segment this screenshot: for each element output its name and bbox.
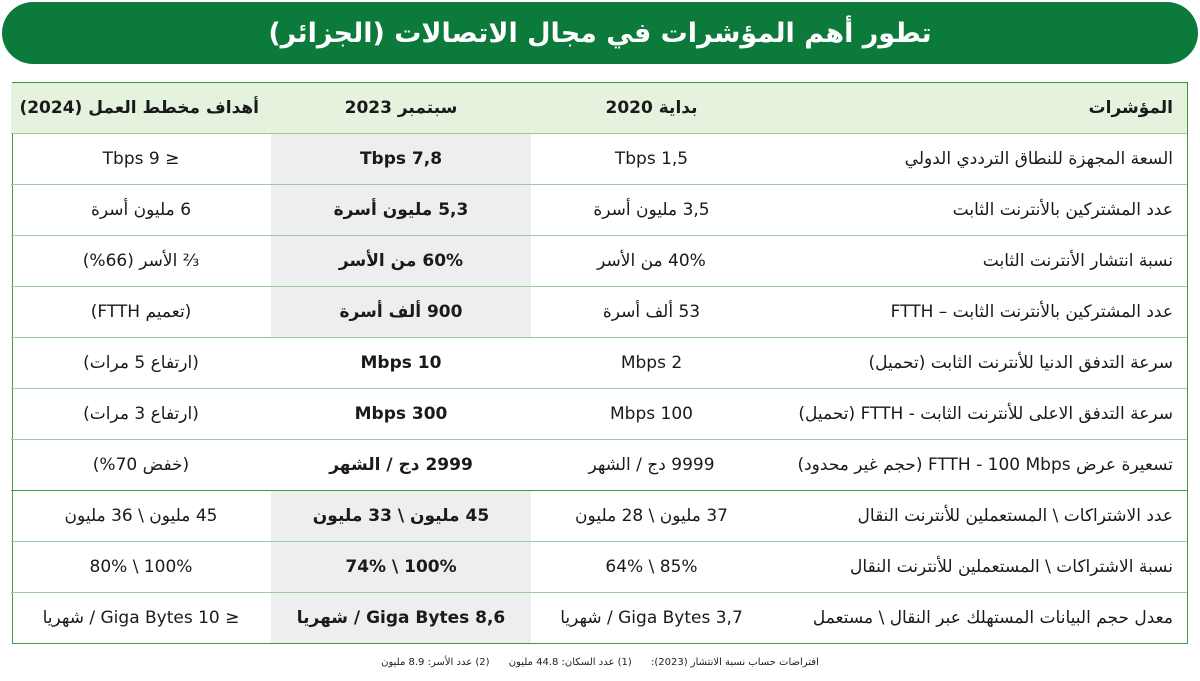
title-banner [2,2,1198,64]
cell-start-2020: 53 ألف أسرة [531,286,772,337]
footnote-population: (1) عدد السكان: 44.8 مليون [508,657,632,668]
cell-indicator: السعة المجهزة للنطاق الترددي الدولي [772,133,1187,184]
header-start-2020: بداية 2020 [605,97,698,118]
cell-indicator: عدد الاشتراكات \ المستعملين للأنترنت النقال [772,490,1187,541]
cell-sept-2023: 45 مليون \ 33 مليون [271,490,531,541]
table-row [11,490,1187,541]
cell-start-2020: 40% من الأسر [531,235,772,286]
table-row [11,337,1187,388]
cell-sept-2023: 5,3 مليون أسرة [271,184,531,235]
header-sept-2023: سبتمبر 2023 [344,97,458,118]
cell-indicator: نسبة انتشار الأنترنت الثابت [772,235,1187,286]
header-indicators: المؤشرات [1088,97,1173,118]
cell-sept-2023: 2999 دج / الشهر [271,439,531,490]
page-title: تطور أهم المؤشرات في مجال الاتصالات (الجزائر) [268,17,932,49]
table-header-row [11,83,1187,133]
footnote-intro: افتراضات حساب نسبة الانتشار (2023): [650,657,819,668]
cell-sept-2023: 60% من الأسر [271,235,531,286]
cell-sept-2023: Mbps 300 [271,388,531,439]
table-row [11,133,1187,184]
cell-targets-2024: ≤ Tbps 9 [11,133,271,184]
table-row [11,541,1187,592]
cell-targets-2024: (خفض 70%) [11,439,271,490]
cell-indicator: عدد المشتركين بالأنترنت الثابت [772,184,1187,235]
cell-sept-2023: Giga Bytes 8,6 / شهريا [271,592,531,643]
cell-targets-2024: 45 مليون \ 36 مليون [11,490,271,541]
cell-indicator: تسعيرة عرض FTTH - 100 Mbps (حجم غير محدود) [772,439,1187,490]
cell-targets-2024: ⅔ الأسر (66%) [11,235,271,286]
table-row [11,286,1187,337]
cell-start-2020: 9999 دج / الشهر [531,439,772,490]
cell-targets-2024: (ارتفاع 3 مرات) [11,388,271,439]
cell-sept-2023: Mbps 10 [271,337,531,388]
cell-targets-2024: 100% \ 80% [11,541,271,592]
table-row [11,592,1187,643]
table-row [11,235,1187,286]
cell-targets-2024: (ارتفاع 5 مرات) [11,337,271,388]
cell-sept-2023: Tbps 7,8 [271,133,531,184]
cell-start-2020: Giga Bytes 3,7 / شهريا [531,592,772,643]
cell-targets-2024: (تعميم FTTH) [11,286,271,337]
table-row [11,388,1187,439]
header-targets-2024: أهداف مخطط العمل (2024) [19,97,259,118]
cell-indicator: سرعة التدفق الاعلى للأنترنت الثابت - FTTH (تحميل) [772,388,1187,439]
indicators-table [11,83,1187,643]
cell-targets-2024: 6 مليون أسرة [11,184,271,235]
cell-sept-2023: 100% \ 74% [271,541,531,592]
cell-start-2020: Mbps 2 [531,337,772,388]
cell-indicator: عدد المشتركين بالأنترنت الثابت – FTTH [772,286,1187,337]
cell-start-2020: 3,5 مليون أسرة [531,184,772,235]
cell-start-2020: 37 مليون \ 28 مليون [531,490,772,541]
table-row [11,184,1187,235]
table-row [11,439,1187,490]
footnote-households: (2) عدد الأسر: 8.9 مليون [381,657,490,668]
cell-indicator: معدل حجم البيانات المستهلك عبر النقال \ مستعمل [772,592,1187,643]
cell-sept-2023: 900 ألف أسرة [271,286,531,337]
cell-targets-2024: ≤ Giga Bytes 10 / شهريا [11,592,271,643]
indicators-table-container [12,82,1188,644]
cell-start-2020: Tbps 1,5 [531,133,772,184]
footnote [0,657,1200,668]
cell-start-2020: Mbps 100 [531,388,772,439]
cell-indicator: سرعة التدفق الدنيا للأنترنت الثابت (تحميل) [772,337,1187,388]
cell-start-2020: 85% \ 64% [531,541,772,592]
cell-indicator: نسبة الاشتراكات \ المستعملين للأنترنت النقال [772,541,1187,592]
